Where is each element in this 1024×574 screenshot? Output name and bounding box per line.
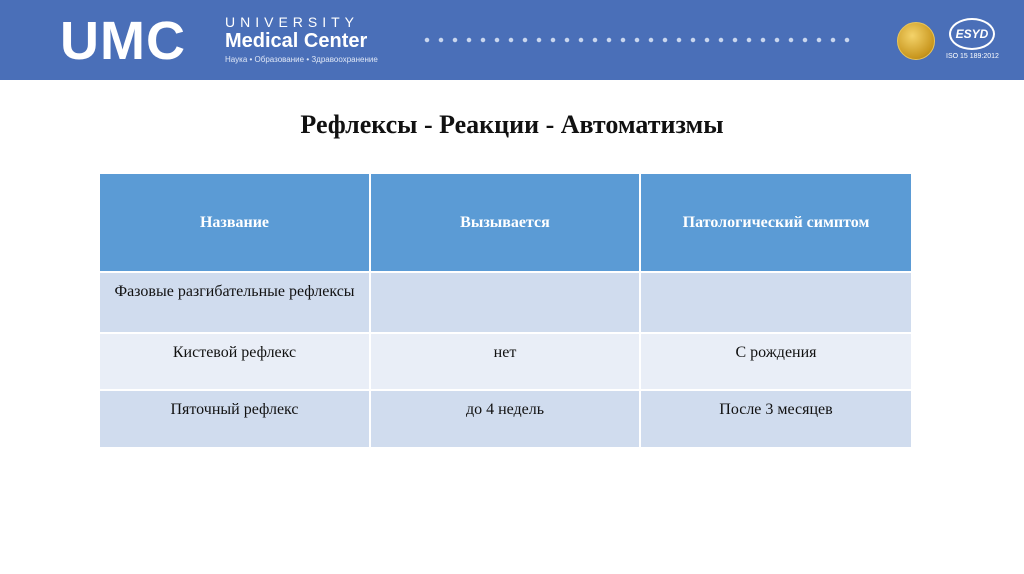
table-cell: Кистевой рефлекс	[100, 333, 370, 390]
esyd-iso-label: ISO 15 189:2012	[946, 53, 999, 60]
table-row	[100, 390, 911, 447]
column-header-elicited: Вызывается	[370, 174, 640, 272]
table-cell: до 4 недель	[370, 390, 640, 447]
esyd-certification-logo	[946, 18, 998, 68]
slide-title: Рефлексы - Реакции - Автоматизмы	[300, 110, 724, 139]
table-cell: С рождения	[640, 333, 911, 390]
table-cell: Пяточный рефлекс	[100, 390, 370, 447]
table-cell: нет	[370, 333, 640, 390]
column-header-pathological: Патологический симптом	[640, 174, 911, 272]
reflex-table	[100, 174, 911, 447]
table-header-row	[100, 174, 911, 272]
table-cell	[640, 272, 911, 333]
logo-tagline: Наука • Образование • Здравоохранение	[225, 55, 378, 64]
umc-logo: UMC	[60, 11, 186, 71]
accreditation-seal-icon	[897, 22, 935, 60]
table-row	[100, 272, 911, 333]
table-cell: Фазовые разгибательные рефлексы	[100, 272, 370, 333]
table-cell	[370, 272, 640, 333]
header-bar	[0, 0, 1024, 80]
column-header-name: Название	[100, 174, 370, 272]
logo-medical-center-text: Medical Center	[225, 30, 368, 52]
table-cell: После 3 месяцев	[640, 390, 911, 447]
dotted-divider	[420, 36, 850, 44]
logo-university-text: UNIVERSITY	[225, 14, 360, 30]
esyd-mark: ESYD	[949, 18, 995, 50]
table-row	[100, 333, 911, 390]
